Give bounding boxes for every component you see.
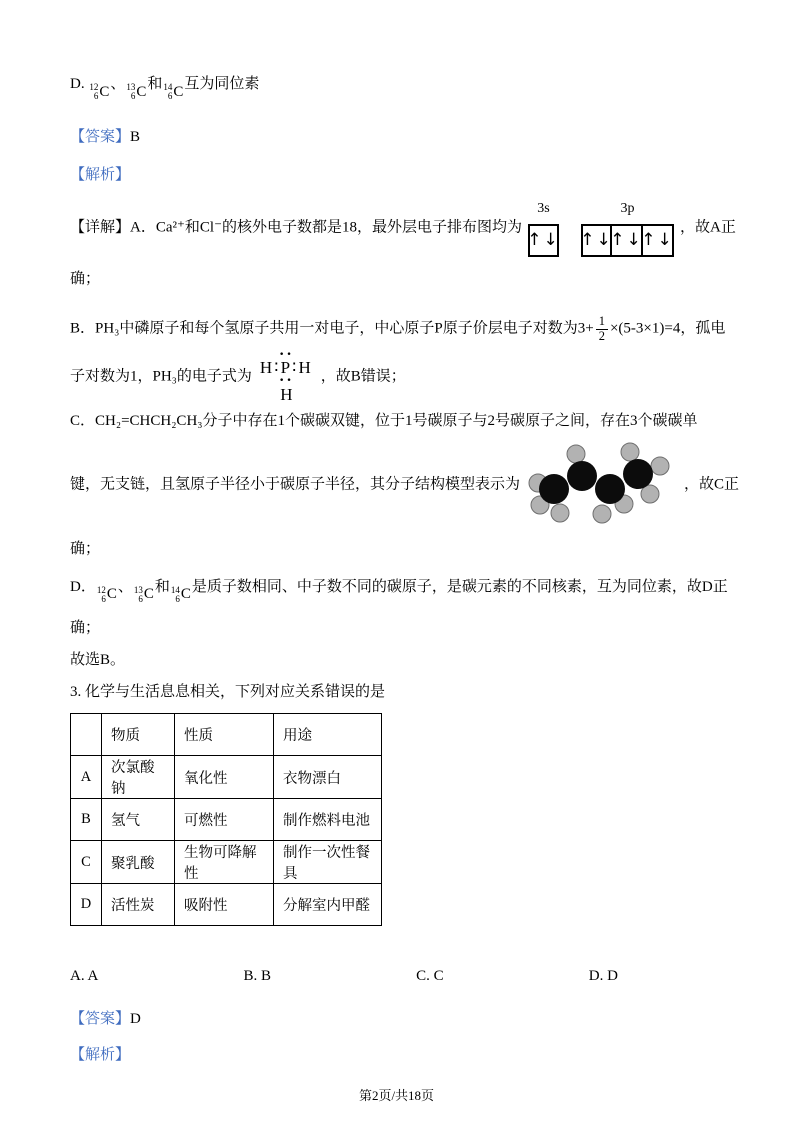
answer-line-q2 (70, 127, 738, 149)
detail-line-d2: 确； (70, 620, 101, 637)
element-symbol: C (180, 586, 191, 603)
orbital-3s-label: 3s (537, 200, 550, 216)
separator: 和 (154, 578, 170, 595)
lewis-structure-ph3 (259, 346, 313, 405)
table-row (71, 799, 382, 841)
detail-b2-text-end: ，故B错误； (320, 368, 406, 385)
analysis-label: 【解析】 (70, 167, 131, 184)
table-cell: 物质 (102, 714, 175, 756)
bond-pair-dots: ·· (279, 372, 294, 390)
table-cell: 分解室内甲醛 (274, 884, 382, 926)
isotope-notation-c13 (134, 584, 154, 606)
table-cell: 制作一次性餐具 (274, 841, 382, 884)
mass-number: 14 (163, 82, 173, 92)
analysis-label: 【解析】 (70, 1047, 131, 1064)
element-symbol: C (106, 586, 117, 603)
detail-c2-text: 键，无支链，且氢原子半径小于碳原子半径，其分子结构模型表示为 (70, 476, 521, 493)
detail-a-text-end: ，故A正 (680, 219, 736, 236)
lone-pair-dots: ·· (279, 346, 294, 364)
table-cell: 性质 (175, 714, 274, 756)
orbital-box: ↑↓ (528, 224, 559, 257)
separator: 、 (110, 76, 126, 92)
table-cell: 吸附性 (175, 884, 274, 926)
table-cell: A (71, 756, 102, 799)
orbital-diagram (528, 199, 674, 257)
option-a: A. A (70, 968, 99, 985)
orbital-3p-label: 3p (620, 200, 635, 216)
lewis-main-row: H∶P∶H (259, 358, 313, 378)
option-b: B. B (243, 968, 271, 985)
atomic-number: 6 (93, 91, 99, 102)
table-cell: 次氯酸钠 (102, 756, 175, 799)
analysis-line-q2 (70, 165, 738, 187)
conclusion-line: 故选B。 (70, 651, 126, 668)
detail-paragraph-b1 (70, 315, 738, 344)
mass-number: 13 (133, 584, 143, 595)
atomic-number: 6 (175, 594, 180, 605)
detail-b2-text: 子对数为1，PH₃的电子式为 (70, 368, 252, 385)
table-cell: 活性炭 (102, 884, 175, 926)
mass-number: 14 (170, 584, 180, 595)
detail-paragraph-d1 (70, 577, 738, 606)
detail-paragraph-c2 (70, 441, 738, 529)
table-cell: 氢气 (102, 799, 175, 841)
table-cell: D (71, 884, 102, 926)
table-row (71, 841, 382, 884)
orbital-box: ↑↓ (643, 224, 674, 257)
answer-value: D (130, 1011, 141, 1028)
detail-paragraph-c1: C．CH₂=CHCH₂CH₃分子中存在1个碳碳双键，位于1号碳原子与2号碳原子之间，存在3个碳碳单 (70, 413, 698, 430)
orbital-3p-group (581, 199, 674, 257)
detail-paragraph-b2 (70, 346, 738, 405)
table-header-row (71, 714, 382, 756)
answer-line-q3 (70, 1009, 738, 1031)
atomic-number: 6 (138, 594, 143, 605)
isotope-notation-c12 (97, 584, 117, 606)
atomic-number: 6 (101, 594, 106, 605)
detail-d-text: 是质子数相同、中子数不同的碳原子，是碳元素的不同核素，互为同位素，故D正 (191, 578, 728, 595)
table-cell: 可燃性 (175, 799, 274, 841)
detail-a-text: 【详解】A．Ca²⁺和Cl⁻的核外电子数都是18，最外层电子排布图均为 (70, 219, 523, 236)
answer-label: 【答案】 (70, 1011, 131, 1028)
detail-line-a2: 确； (70, 271, 101, 288)
lewis-bottom-h: H (280, 385, 293, 405)
option-c: C. C (416, 968, 444, 985)
table-cell: 聚乳酸 (102, 841, 175, 884)
orbital-box: ↑↓ (581, 224, 612, 257)
element-symbol: C (136, 83, 147, 100)
answer-label: 【答案】 (70, 129, 131, 146)
element-symbol: C (143, 586, 154, 603)
table-cell: 生物可降解性 (175, 841, 274, 884)
fraction-denominator: 2 (598, 328, 605, 343)
detail-b-text-end: ×(5-3×1)=4，孤电 (609, 320, 726, 337)
element-symbol: C (173, 83, 184, 100)
table-cell: 制作燃料电池 (274, 799, 382, 841)
table-cell: B (71, 799, 102, 841)
option-d-line (70, 74, 738, 103)
element-symbol: C (99, 83, 110, 100)
detail-d-prefix: D． (70, 578, 96, 595)
isotope-notation-c12 (89, 82, 109, 104)
q3-stem: 3. 化学与生活息息相关，下列对应关系错误的是 (70, 683, 386, 700)
option-d-text: 互为同位素 (184, 76, 260, 92)
isotope-notation-c13 (126, 82, 146, 104)
detail-b-text: B．PH₃中磷原子和每个氢原子共用一对电子，中心原子P原子价层电子对数为3+ (70, 320, 594, 337)
mass-number: 13 (126, 82, 136, 92)
analysis-line-q3 (70, 1045, 738, 1067)
fraction-numerator: 1 (596, 315, 608, 330)
table-row (71, 884, 382, 926)
mass-number: 12 (89, 82, 99, 92)
answer-value: B (130, 129, 141, 146)
page-footer: 第2页/共18页 (358, 1088, 435, 1103)
isotope-notation-c14 (171, 584, 191, 606)
q3-options (70, 968, 618, 985)
detail-c2-text-end: ，故C正 (684, 476, 740, 493)
fraction (596, 315, 608, 344)
table-cell: C (71, 841, 102, 884)
atomic-number: 6 (130, 91, 136, 102)
separator: 、 (117, 578, 133, 595)
detail-paragraph-a (70, 199, 738, 257)
table-cell: 用途 (274, 714, 382, 756)
option-d: D. D (588, 968, 618, 985)
option-d-prefix: D. (70, 76, 89, 92)
atomic-number: 6 (167, 91, 173, 102)
isotope-notation-c14 (163, 82, 183, 104)
detail-line-c3: 确； (70, 541, 101, 558)
table-cell: 衣物漂白 (274, 756, 382, 799)
separator: 和 (147, 76, 163, 92)
table-cell (71, 714, 102, 756)
orbital-3s-group (528, 199, 559, 257)
table-row (71, 756, 382, 799)
table-cell: 氧化性 (175, 756, 274, 799)
q3-table (70, 713, 382, 926)
orbital-box: ↑↓ (612, 224, 643, 257)
mass-number: 12 (96, 584, 106, 595)
molecule-model-image (526, 441, 678, 529)
